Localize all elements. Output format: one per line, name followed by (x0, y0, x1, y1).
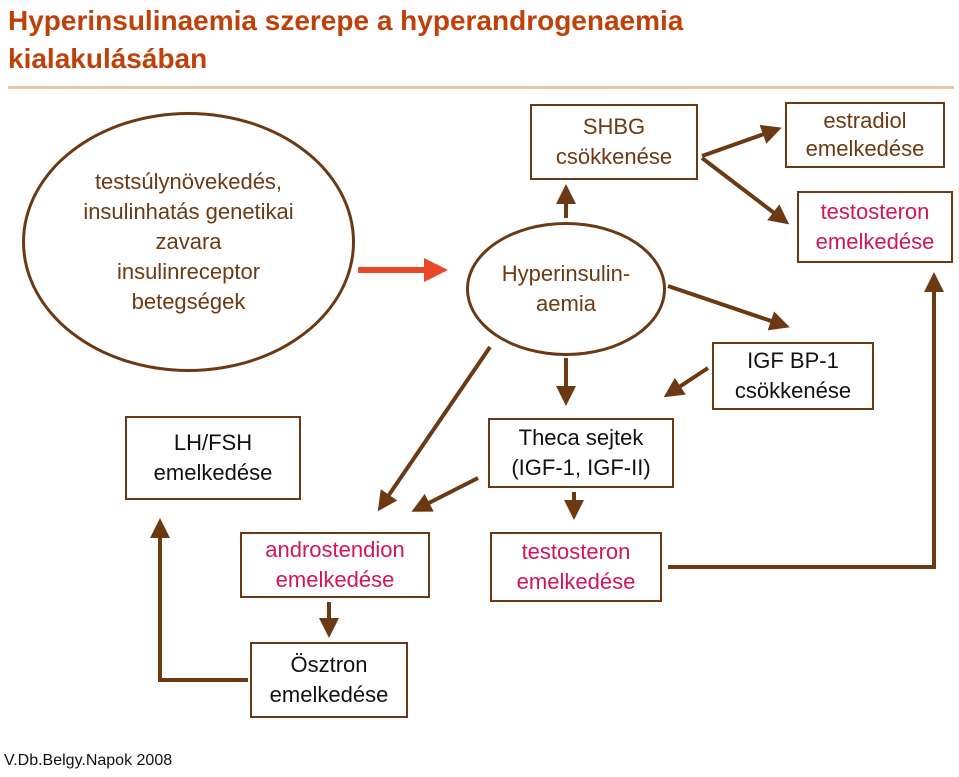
theca-box: Theca sejtek (IGF-1, IGF-II) (488, 418, 674, 488)
testosteron-top-box: testosteron emelkedése (797, 191, 953, 263)
osztron-box: Ösztron emelkedése (250, 642, 408, 718)
causes-label: testsúlynövekedés, insulinhatás genetikai zavara insulinreceptor betegségek (83, 169, 294, 314)
title-line-1: Hyperinsulinaemia szerepe a hyperandrogenaemia (8, 5, 684, 36)
igfbp-box: IGF BP-1 csökkenése (712, 342, 874, 410)
title-line-2: kialakulásában (8, 43, 208, 74)
arrow-to-igfbp (668, 286, 786, 326)
arrow-testosteron-feedback (668, 276, 934, 567)
testosteron-bottom-box: testosteron emelkedése (490, 532, 662, 602)
arrow-to-testosteron-top (702, 158, 786, 222)
arrow-to-estradiol (702, 129, 778, 156)
arrow-osztron-to-lhfsh (160, 522, 248, 680)
arrow-to-androstendion (380, 347, 490, 508)
arrow-igfbp-to-theca (667, 368, 708, 395)
shbg-box: SHBG csökkenése (530, 104, 698, 180)
hyperinsulinaemia-label: Hyperinsulin- aemia (501, 261, 631, 316)
hyperinsulinaemia-ellipse (466, 222, 666, 356)
footer-label: V.Db.Belgy.Napok 2008 (4, 752, 173, 769)
arrow-theca-to-androstendion (415, 478, 478, 510)
estradiol-box: estradiol emelkedése (785, 102, 945, 168)
causes-ellipse (22, 112, 355, 372)
lhfsh-box: LH/FSH emelkedése (125, 416, 301, 500)
androstendion-box: androstendion emelkedése (240, 532, 430, 598)
